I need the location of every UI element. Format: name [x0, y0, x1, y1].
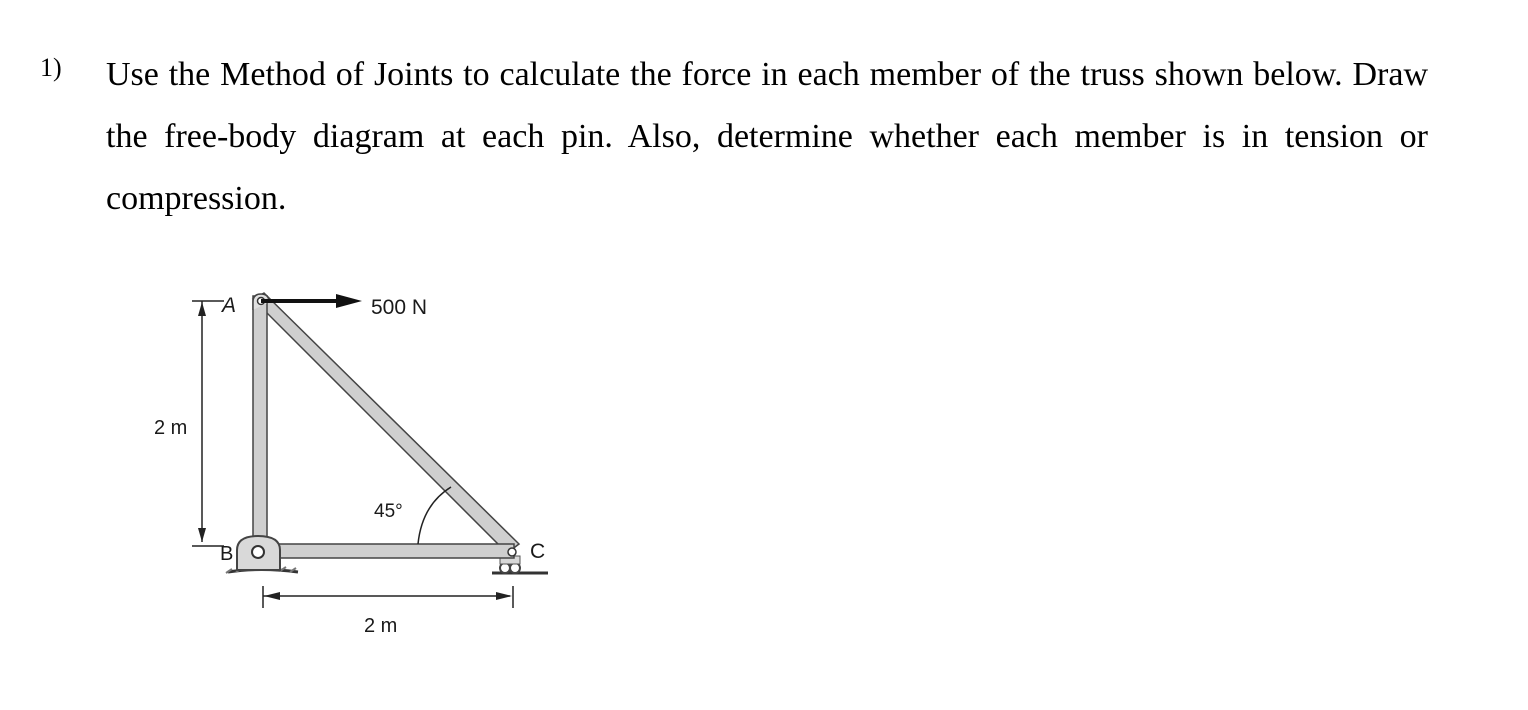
- joint-label-b: B: [220, 543, 234, 565]
- load-label: 500 N: [371, 296, 428, 319]
- joint-label-a: A: [222, 294, 237, 317]
- width-label: 2 m: [364, 615, 398, 637]
- pin-c: [508, 548, 516, 556]
- width-dimension: [263, 586, 513, 608]
- member-ab: [253, 296, 267, 564]
- angle-arc: [418, 487, 451, 544]
- height-dimension: [192, 301, 224, 546]
- height-label: 2 m: [154, 417, 188, 439]
- problem-number: 1): [40, 53, 62, 82]
- truss-figure: [140, 280, 570, 650]
- member-bc: [258, 544, 514, 558]
- pin-support-b: [237, 536, 280, 570]
- angle-label: 45°: [374, 501, 403, 522]
- joint-label-c: C: [530, 540, 546, 563]
- problem-statement: Use the Method of Joints to calculate the force in each member of the truss shown below. Draw the free-body diagram at each pin. Also, determine whether each member is in tension or compression.: [106, 56, 1428, 217]
